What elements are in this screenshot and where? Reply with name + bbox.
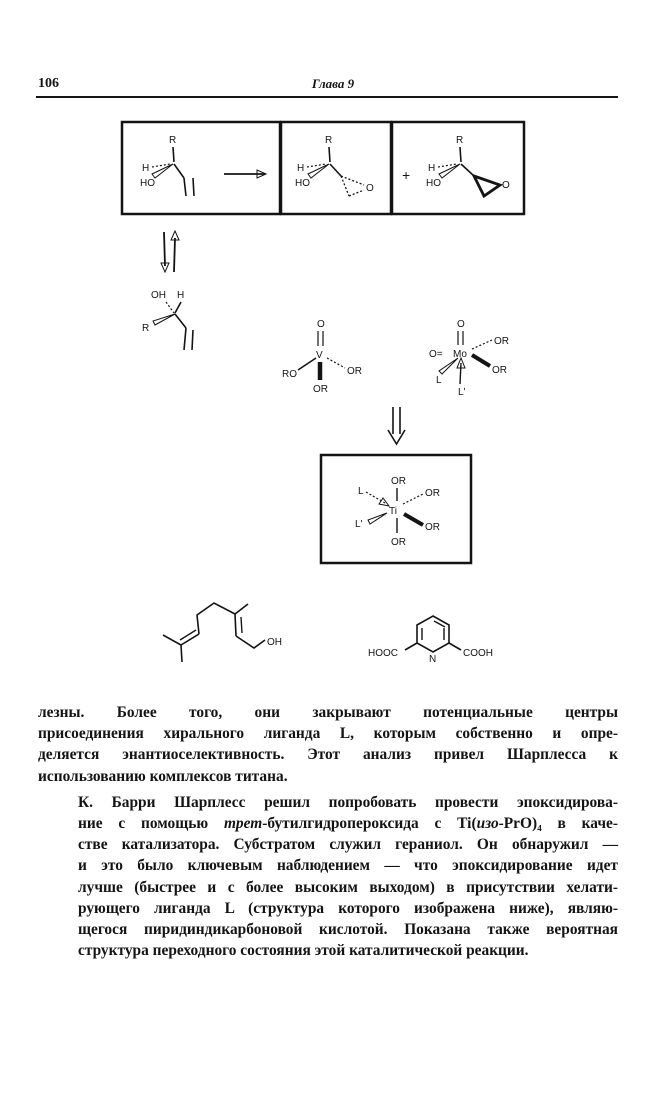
implication-arrow (388, 407, 405, 444)
text-line: деляется энантиоселективность. Этот анализ привел Шарплесса к (38, 746, 618, 764)
svg-text:OR: OR (425, 488, 440, 499)
text-line: присоединения хирального лиганда L, которым собственно и опре- (38, 725, 618, 743)
svg-text:H: H (297, 163, 305, 174)
chapter-running-head: Глава 9 (311, 76, 355, 91)
svg-text:N: N (429, 654, 437, 665)
italic-term-izo: изо (476, 815, 499, 833)
svg-text:RO: RO (282, 369, 297, 380)
svg-text:OH: OH (267, 637, 282, 648)
svg-text:HO: HO (295, 178, 310, 189)
svg-text:HOOC: HOOC (368, 648, 398, 659)
text-segment: -PrO)₄ в каче- (498, 815, 618, 833)
titanium-complex (355, 476, 440, 548)
text-line: использованию комплексов титана. (38, 767, 288, 785)
italic-term-tret: трет (223, 815, 263, 833)
allylic-alcohol-rotamer (142, 290, 193, 350)
svg-text:HO: HO (426, 178, 441, 189)
svg-text:H: H (177, 290, 185, 301)
text-line: щегося пиридиндикарбоновой кислотой. Показана также вероятная (78, 921, 618, 939)
svg-text:O: O (502, 180, 510, 191)
text-segment: -бутилгидропероксида с Ti( (262, 815, 477, 833)
vanadium-complex (282, 319, 362, 395)
svg-text:O: O (457, 319, 465, 330)
svg-text:OR: OR (347, 366, 362, 377)
pyridinedicarboxylic-acid-structure (368, 616, 493, 665)
paragraph-2 (38, 792, 618, 962)
svg-text:OR: OR (494, 336, 509, 347)
svg-text:L': L' (355, 519, 363, 530)
svg-text:R: R (142, 323, 150, 334)
text-line: лучше (быстрее и с более высоким выходом) в присутствии хелати- (78, 878, 618, 896)
svg-text:OR: OR (425, 522, 440, 533)
text-line: К. Барри Шарплесс решил попробовать провести эпоксидирова- (78, 793, 618, 811)
svg-text:O: O (366, 183, 374, 194)
svg-text:OR: OR (492, 365, 507, 376)
svg-text:OH: OH (151, 290, 166, 301)
page-number: 106 (38, 76, 59, 91)
svg-text:COOH: COOH (463, 648, 493, 659)
text-segment: ние с помощью (78, 815, 224, 833)
svg-text:L': L' (458, 387, 466, 398)
body-text (38, 702, 618, 961)
epoxide-a-structure (295, 135, 374, 196)
svg-text:R: R (456, 135, 464, 146)
allylic-alcohol-structure (140, 135, 194, 196)
text-line: стве катализатора. Субстратом служил гераниол. Он обнаружил — (78, 836, 618, 854)
text-line: рующего лиганда L (структура которого изображена ниже), являю- (78, 899, 618, 917)
svg-text:O=: O= (429, 349, 443, 360)
text-line: и это было ключевым наблюдением — что эпоксидирование идет (78, 857, 618, 875)
svg-text:OR: OR (391, 476, 406, 487)
svg-text:HO: HO (140, 178, 155, 189)
svg-text:OR: OR (391, 537, 406, 548)
svg-text:O: O (317, 319, 325, 330)
svg-text:Ti: Ti (389, 506, 397, 517)
paragraph-1 (38, 702, 618, 787)
svg-text:L: L (436, 375, 442, 386)
epoxide-b-structure (426, 135, 510, 196)
plus-sign: + (402, 167, 411, 183)
svg-text:OR: OR (313, 384, 328, 395)
text-line (38, 813, 618, 834)
svg-text:Mo: Mo (453, 349, 467, 360)
molybdenum-complex (429, 319, 509, 398)
svg-text:R: R (325, 135, 333, 146)
text-line: лезны. Более того, они закрывают потенциальные центры (38, 704, 618, 721)
text-line: структура переходного состояния этой каталитической реакции. (78, 942, 529, 960)
svg-text:V: V (316, 350, 323, 361)
equilibrium-arrows (161, 231, 179, 272)
svg-text:R: R (169, 135, 177, 146)
svg-text:H: H (428, 163, 436, 174)
svg-text:L: L (358, 486, 364, 497)
geraniol-structure (163, 603, 282, 662)
svg-text:H: H (142, 163, 150, 174)
